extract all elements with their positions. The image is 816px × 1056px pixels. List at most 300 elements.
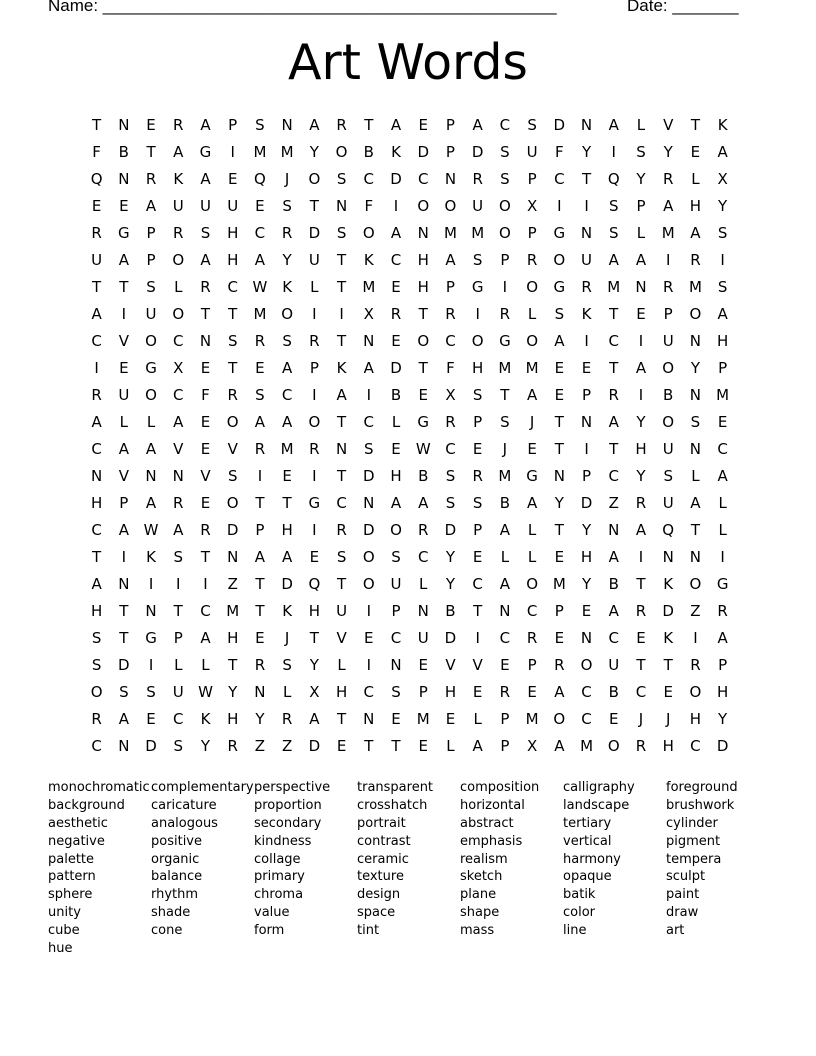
grid-cell: T	[228, 358, 238, 377]
grid-cell: S	[717, 277, 728, 296]
grid-cell: T	[500, 385, 510, 404]
grid-cell: T	[119, 277, 129, 296]
grid-cell: H	[227, 223, 239, 242]
grid-cell: H	[717, 682, 729, 701]
grid-cell: P	[554, 601, 564, 620]
grid-cell: A	[390, 223, 402, 242]
grid-cell: L	[473, 709, 482, 728]
grid-cell: T	[119, 628, 129, 647]
grid-cell: P	[309, 358, 319, 377]
grid-cell: U	[662, 439, 674, 458]
word-bank-item: composition	[460, 780, 540, 795]
grid-cell: I	[230, 142, 235, 161]
grid-cell: H	[90, 601, 103, 620]
grid-cell: T	[636, 574, 646, 593]
grid-cell: A	[309, 115, 320, 134]
grid-cell: K	[663, 628, 674, 647]
grid-cell: T	[336, 277, 347, 296]
grid-cell: P	[718, 655, 728, 674]
grid-cell: O	[689, 304, 702, 323]
word-bank-item: caricature	[151, 797, 217, 813]
grid-cell: A	[91, 412, 102, 431]
grid-cell: G	[716, 574, 729, 593]
word-bank-item: vertical	[563, 833, 612, 849]
grid-cell: T	[609, 358, 619, 377]
grid-cell: U	[662, 331, 674, 350]
grid-cell: N	[608, 520, 620, 539]
grid-cell: H	[281, 520, 293, 539]
grid-cell: E	[391, 709, 401, 728]
grid-cell: R	[390, 304, 402, 323]
grid-cell: T	[690, 115, 700, 134]
grid-cell: E	[663, 682, 673, 701]
grid-cell: O	[226, 412, 239, 431]
grid-cell: A	[663, 196, 674, 215]
grid-cell: A	[608, 115, 619, 134]
grid-cell: Y	[445, 547, 456, 566]
word-bank-item: tertiary	[563, 815, 612, 831]
word-bank-item: palette	[48, 851, 95, 867]
grid-cell: Y	[636, 412, 646, 431]
grid-cell: O	[145, 385, 157, 404]
grid-cell: L	[146, 412, 156, 431]
grid-cell: S	[472, 250, 483, 269]
grid-cell: S	[500, 169, 510, 188]
grid-cell: E	[500, 655, 510, 674]
grid-cell: X	[309, 682, 320, 701]
grid-cell: C	[445, 439, 456, 458]
grid-cell: P	[445, 142, 455, 161]
grid-cell: M	[552, 574, 566, 593]
grid-cell: E	[527, 439, 537, 458]
grid-cell: S	[200, 223, 211, 242]
word-bank-item: brushwork	[666, 797, 735, 813]
grid-cell: M	[716, 385, 730, 404]
grid-cell: H	[308, 601, 320, 620]
grid-cell: S	[500, 412, 510, 431]
grid-cell: A	[635, 250, 647, 269]
grid-cell: E	[472, 682, 483, 701]
grid-cell: C	[608, 628, 619, 647]
grid-cell: T	[119, 601, 129, 620]
word-bank-item: shape	[460, 905, 500, 921]
grid-cell: V	[472, 655, 483, 674]
grid-cell: P	[500, 250, 510, 269]
grid-cell: M	[498, 358, 512, 377]
grid-cell: Y	[718, 709, 728, 728]
grid-cell: U	[227, 196, 239, 215]
grid-cell: A	[472, 736, 483, 755]
grid-cell: A	[499, 520, 511, 539]
grid-cell: E	[636, 628, 646, 647]
grid-cell: U	[526, 142, 538, 161]
grid-cell: I	[557, 196, 562, 215]
grid-cell: I	[665, 250, 671, 269]
word-bank-item: chroma	[254, 887, 304, 903]
grid-cell: O	[498, 196, 511, 215]
grid-cell: N	[662, 547, 674, 566]
grid-cell: I	[584, 196, 589, 215]
grid-cell: A	[200, 628, 211, 647]
grid-cell: A	[336, 385, 347, 404]
grid-cell: J	[284, 169, 290, 188]
grid-cell: M	[362, 277, 376, 296]
grid-cell: D	[363, 466, 375, 485]
grid-cell: E	[255, 358, 265, 377]
grid-cell: C	[91, 520, 102, 539]
grid-cell: U	[608, 655, 620, 674]
grid-cell: C	[200, 601, 211, 620]
grid-cell: A	[254, 250, 266, 269]
grid-cell: A	[635, 358, 647, 377]
word-bank-item: portrait	[357, 815, 406, 831]
grid-cell: D	[363, 520, 375, 539]
grid-cell: C	[390, 628, 402, 647]
grid-cell: N	[254, 682, 266, 701]
grid-cell: I	[611, 142, 616, 161]
grid-cell: O	[172, 304, 185, 323]
grid-cell: N	[689, 331, 702, 350]
grid-cell: I	[584, 331, 589, 350]
grid-cell: A	[200, 115, 211, 134]
grid-cell: A	[282, 358, 293, 377]
word-bank-item: rhythm	[151, 887, 199, 903]
grid-cell: P	[718, 358, 728, 377]
grid-cell: N	[363, 493, 375, 512]
grid-cell: S	[336, 547, 347, 566]
grid-cell: T	[609, 439, 619, 458]
grid-cell: P	[255, 520, 265, 539]
grid-cell: D	[390, 169, 402, 188]
grid-cell: E	[581, 601, 592, 620]
grid-cell: G	[553, 277, 566, 296]
grid-cell: A	[608, 547, 619, 566]
grid-cell: H	[662, 736, 674, 755]
grid-cell: V	[118, 466, 129, 485]
grid-cell: C	[472, 574, 483, 593]
grid-cell: A	[499, 574, 511, 593]
grid-cell: E	[690, 142, 701, 161]
grid-cell: K	[200, 709, 211, 728]
grid-cell: P	[173, 628, 183, 647]
grid-cell: C	[363, 412, 375, 431]
grid-cell: N	[417, 223, 429, 242]
grid-cell: S	[609, 196, 619, 215]
grid-cell: S	[173, 547, 184, 566]
grid-cell: R	[608, 385, 619, 404]
page-title: Art Words	[288, 34, 528, 91]
grid-cell: A	[118, 709, 129, 728]
grid-cell: A	[173, 142, 184, 161]
grid-cell: Z	[282, 736, 293, 755]
grid-cell: S	[527, 115, 537, 134]
grid-cell: L	[527, 304, 537, 323]
grid-cell: A	[118, 439, 129, 458]
grid-cell: I	[720, 547, 725, 566]
grid-cell: I	[94, 358, 99, 377]
grid-cell: R	[499, 304, 511, 323]
grid-cell: D	[553, 115, 566, 134]
grid-cell: E	[527, 682, 537, 701]
grid-cell: A	[526, 493, 538, 512]
grid-cell: N	[145, 601, 157, 620]
grid-cell: A	[145, 196, 157, 215]
grid-cell: E	[309, 547, 320, 566]
grid-cell: U	[581, 250, 593, 269]
grid-cell: E	[472, 547, 483, 566]
grid-cell: C	[581, 682, 592, 701]
grid-cell: M	[443, 223, 457, 242]
grid-cell: O	[662, 412, 675, 431]
grid-cell: I	[366, 601, 372, 620]
grid-cell: C	[608, 466, 619, 485]
grid-cell: H	[227, 250, 239, 269]
grid-cell: T	[200, 304, 211, 323]
grid-cell: T	[418, 304, 428, 323]
grid-cell: B	[608, 682, 619, 701]
grid-cell: A	[717, 304, 728, 323]
word-bank-item: transparent	[357, 780, 434, 795]
grid-cell: F	[364, 196, 374, 215]
grid-cell: T	[200, 547, 211, 566]
grid-cell: T	[309, 196, 319, 215]
grid-cell: E	[200, 358, 211, 377]
grid-cell: N	[199, 331, 212, 350]
grid-cell: R	[526, 628, 538, 647]
grid-cell: B	[118, 142, 129, 161]
grid-cell: N	[635, 277, 647, 296]
word-bank-item: horizontal	[460, 797, 525, 813]
grid-cell: J	[284, 628, 290, 647]
word-bank-item: balance	[151, 869, 203, 885]
grid-cell: O	[417, 196, 430, 215]
grid-cell: A	[717, 466, 728, 485]
word-bank-item: value	[254, 905, 290, 921]
grid-cell: G	[526, 466, 538, 485]
grid-cell: M	[525, 358, 539, 377]
grid-cell: F	[555, 142, 564, 161]
word-bank-item: plane	[460, 887, 497, 903]
word-bank-item: collage	[254, 851, 301, 867]
grid-cell: H	[390, 466, 402, 485]
grid-cell: I	[312, 385, 317, 404]
grid-cell: T	[554, 439, 564, 458]
grid-cell: T	[255, 493, 265, 512]
word-bank-item: complementary	[151, 780, 254, 795]
grid-cell: S	[173, 736, 184, 755]
word-bank-item: secondary	[254, 815, 322, 831]
grid-cell: D	[226, 520, 239, 539]
grid-cell: U	[145, 304, 157, 323]
grid-cell: O	[580, 655, 593, 674]
grid-cell: Q	[308, 574, 321, 593]
date-field: Date: _______	[627, 0, 739, 15]
grid-cell: A	[554, 736, 565, 755]
grid-cell: M	[280, 142, 294, 161]
grid-cell: P	[500, 736, 510, 755]
grid-cell: P	[391, 601, 401, 620]
grid-cell: I	[148, 655, 154, 674]
grid-cell: V	[336, 628, 347, 647]
grid-cell: P	[228, 115, 238, 134]
grid-cell: G	[417, 412, 430, 431]
grid-cell: N	[580, 223, 593, 242]
grid-cell: M	[607, 277, 621, 296]
grid-cell: B	[445, 601, 456, 620]
grid-cell: O	[526, 277, 539, 296]
grid-cell: R	[554, 655, 565, 674]
grid-cell: C	[390, 250, 402, 269]
grid-cell: Y	[718, 196, 728, 215]
grid-cell: T	[364, 736, 374, 755]
grid-cell: N	[335, 196, 348, 215]
grid-cell: D	[281, 574, 293, 593]
grid-cell: T	[663, 655, 673, 674]
word-bank-item: landscape	[563, 797, 630, 813]
word-bank-item: cube	[48, 923, 80, 939]
grid-cell: C	[690, 736, 701, 755]
grid-cell: Q	[662, 520, 675, 539]
grid-cell: R	[635, 736, 647, 755]
grid-cell: S	[500, 142, 510, 161]
grid-cell: D	[444, 520, 457, 539]
grid-cell: E	[418, 115, 428, 134]
grid-cell: A	[173, 412, 184, 431]
grid-cell: S	[690, 412, 701, 431]
grid-cell: Y	[228, 682, 238, 701]
grid-cell: Z	[227, 574, 238, 593]
grid-cell: I	[148, 574, 154, 593]
grid-cell: C	[554, 169, 565, 188]
grid-cell: K	[282, 601, 293, 620]
grid-cell: R	[690, 250, 701, 269]
grid-cell: A	[118, 250, 129, 269]
grid-cell: D	[444, 628, 457, 647]
word-bank-item: opaque	[563, 869, 612, 885]
grid-cell: S	[282, 331, 292, 350]
word-bank-item: negative	[48, 833, 105, 849]
grid-cell: G	[553, 223, 566, 242]
grid-cell: E	[282, 466, 292, 485]
grid-cell: R	[635, 601, 647, 620]
grid-cell: D	[417, 142, 430, 161]
grid-cell: I	[257, 466, 263, 485]
grid-cell: K	[146, 547, 156, 566]
grid-cell: R	[309, 439, 320, 458]
grid-cell: O	[308, 169, 321, 188]
grid-cell: L	[527, 520, 537, 539]
grid-cell: M	[471, 223, 485, 242]
grid-cell: S	[255, 115, 265, 134]
grid-cell: X	[363, 304, 374, 323]
grid-cell: R	[445, 304, 456, 323]
word-bank-item: pattern	[48, 869, 96, 885]
grid-cell: O	[471, 331, 484, 350]
grid-cell: W	[415, 439, 431, 458]
grid-cell: E	[554, 547, 565, 566]
grid-cell: B	[390, 385, 402, 404]
grid-cell: A	[390, 493, 402, 512]
grid-cell: O	[145, 331, 157, 350]
grid-cell: R	[635, 493, 647, 512]
grid-cell: L	[201, 655, 210, 674]
grid-cell: D	[145, 736, 157, 755]
grid-cell: S	[445, 466, 456, 485]
grid-cell: U	[172, 196, 184, 215]
grid-cell: Y	[636, 169, 646, 188]
grid-cell: L	[636, 223, 646, 242]
grid-cell: I	[638, 331, 644, 350]
word-bank-item: cylinder	[666, 815, 718, 831]
grid-cell: I	[475, 304, 480, 323]
grid-cell: E	[418, 655, 428, 674]
grid-cell: G	[145, 358, 157, 377]
grid-cell: A	[418, 493, 429, 512]
word-bank-item: positive	[151, 833, 202, 849]
grid-cell: C	[608, 331, 619, 350]
grid-cell: T	[282, 493, 292, 512]
grid-cell: A	[554, 682, 565, 701]
grid-cell: D	[390, 358, 402, 377]
grid-cell: C	[499, 115, 511, 134]
grid-cell: B	[608, 574, 619, 593]
grid-cell: Y	[636, 466, 646, 485]
grid-cell: A	[445, 250, 456, 269]
grid-cell: A	[309, 709, 320, 728]
grid-cell: I	[203, 574, 208, 593]
grid-cell: Q	[90, 169, 103, 188]
grid-cell: O	[417, 331, 430, 350]
grid-cell: R	[145, 169, 157, 188]
word-bank-item: shade	[151, 905, 191, 921]
grid-cell: R	[173, 115, 184, 134]
grid-cell: S	[227, 331, 238, 350]
grid-cell: I	[366, 385, 372, 404]
grid-cell: L	[174, 655, 183, 674]
grid-cell: P	[527, 655, 537, 674]
grid-cell: L	[718, 520, 727, 539]
grid-cell: N	[553, 466, 565, 485]
header	[48, 0, 748, 20]
grid-cell: T	[336, 331, 347, 350]
grid-cell: E	[472, 439, 483, 458]
grid-cell: O	[281, 304, 294, 323]
grid-cell: I	[121, 547, 127, 566]
grid-cell: I	[339, 304, 344, 323]
grid-cell: N	[145, 466, 157, 485]
grid-cell: A	[282, 547, 293, 566]
word-bank-item: sculpt	[666, 869, 706, 885]
grid-cell: K	[282, 277, 293, 296]
grid-cell: U	[662, 493, 674, 512]
grid-cell: N	[118, 169, 130, 188]
grid-cell: U	[390, 574, 402, 593]
grid-cell: T	[173, 601, 183, 620]
grid-cell: K	[363, 250, 374, 269]
grid-cell: U	[472, 196, 484, 215]
grid-cell: V	[118, 331, 129, 350]
grid-cell: G	[499, 331, 511, 350]
grid-cell: L	[310, 277, 319, 296]
grid-cell: O	[526, 574, 539, 593]
grid-cell: S	[146, 682, 156, 701]
grid-cell: C	[281, 385, 293, 404]
word-bank-item: texture	[357, 869, 404, 885]
grid-cell: A	[363, 358, 374, 377]
grid-cell: A	[254, 412, 266, 431]
grid-cell: G	[199, 142, 212, 161]
grid-cell: I	[638, 547, 644, 566]
